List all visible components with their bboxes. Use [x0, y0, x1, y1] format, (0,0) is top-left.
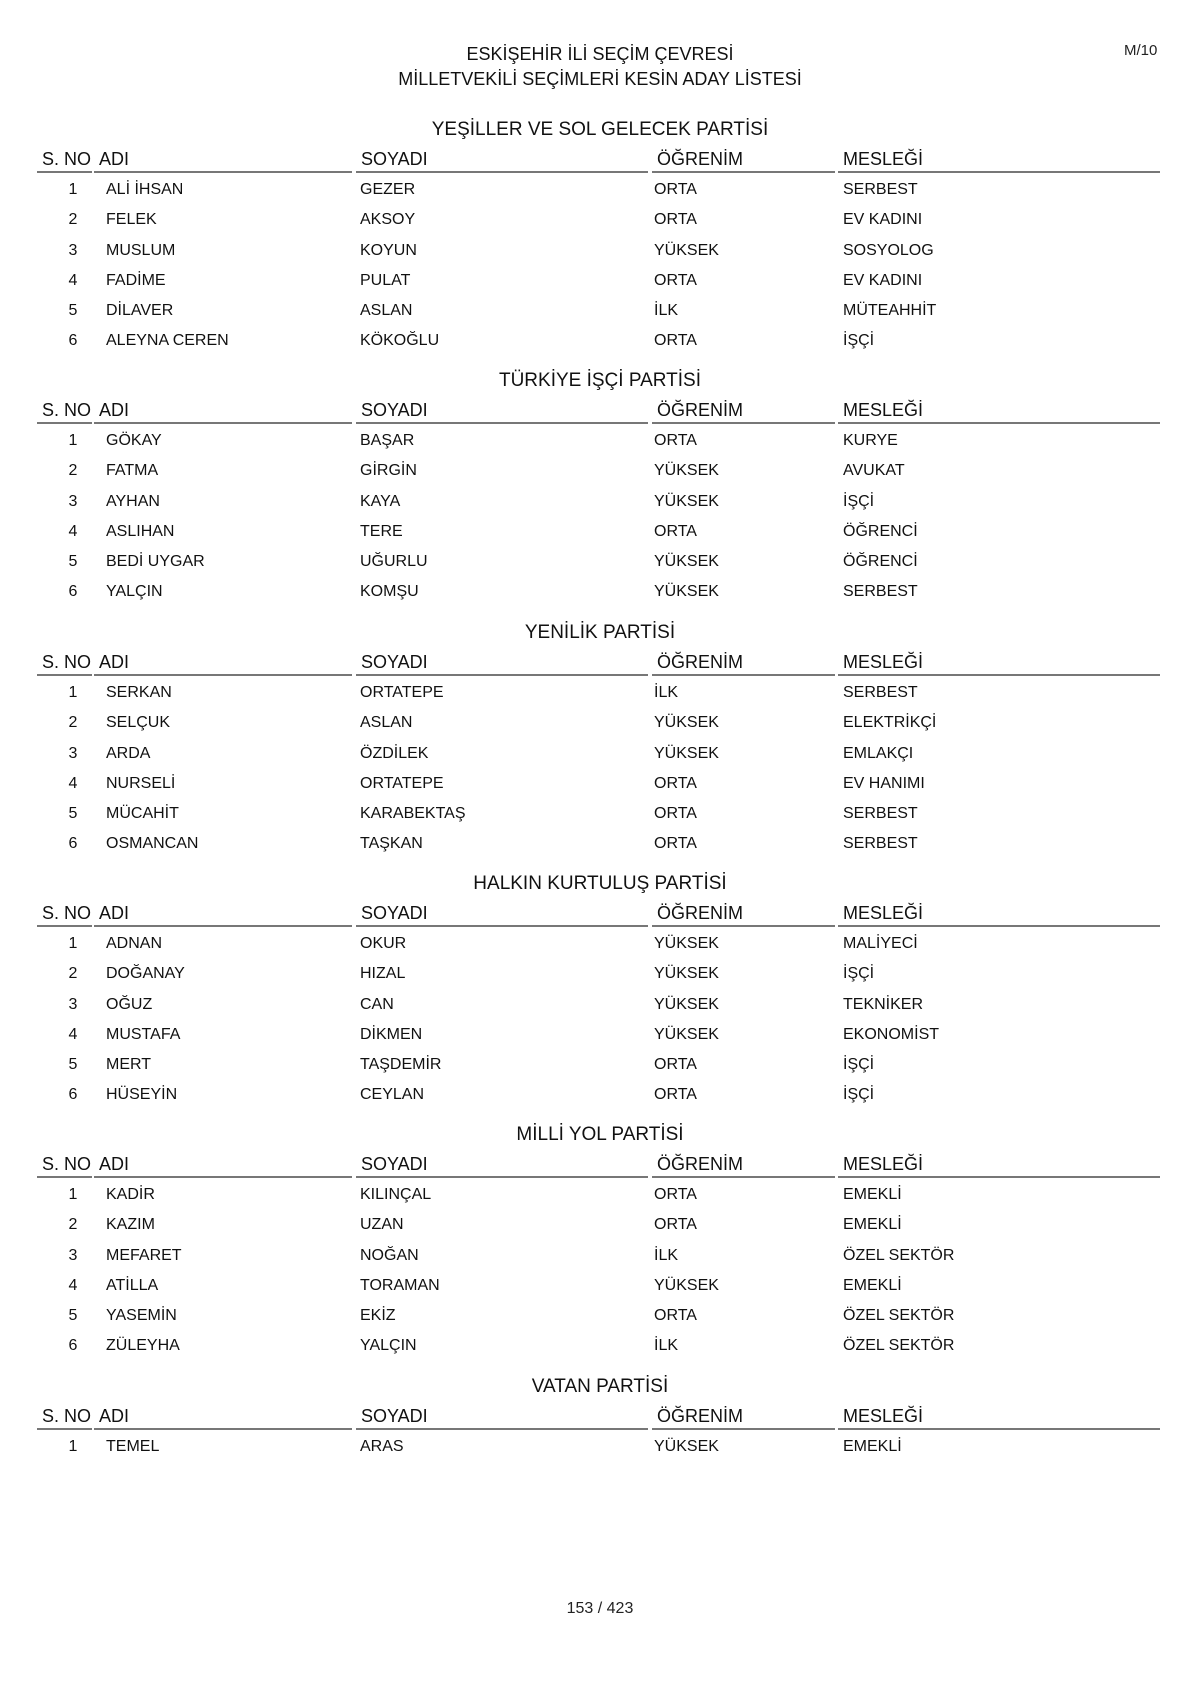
cell-ogrenim: YÜKSEK	[654, 965, 719, 983]
cell-no: 3	[68, 1246, 78, 1264]
cell-no: 2	[68, 462, 78, 480]
cell-no: 1	[68, 432, 78, 449]
cell-adi: FELEK	[106, 211, 157, 229]
cell-meslegi: EMEKLİ	[843, 1186, 902, 1203]
cell-adi: MEFARET	[106, 1246, 182, 1264]
table-row	[0, 547, 1200, 577]
cell-meslegi: EV HANIMI	[843, 774, 925, 792]
column-header-ogrenim	[652, 147, 835, 173]
party-title: YEŞİLLER VE SOL GELECEK PARTİSİ	[431, 119, 769, 140]
cell-adi: YALÇIN	[106, 583, 163, 601]
cell-no: 4	[68, 522, 78, 540]
cell-ogrenim: YÜKSEK	[654, 995, 719, 1013]
cell-meslegi: EV KADINI	[843, 211, 923, 229]
cell-no: 6	[68, 835, 78, 853]
cell-no: 4	[68, 774, 78, 792]
cell-adi: ALEYNA CEREN	[106, 332, 229, 350]
column-header-meslegi	[838, 650, 1160, 676]
cell-ogrenim: YÜKSEK	[654, 241, 719, 259]
cell-ogrenim: ORTA	[654, 805, 697, 823]
table-row	[0, 517, 1200, 547]
document-title-line1: ESKİŞEHİR İLİ SEÇİM ÇEVRESİ	[466, 44, 734, 64]
cell-meslegi: MALİYECİ	[843, 935, 918, 952]
cell-adi: SERKAN	[106, 684, 172, 701]
document-title-line2: MİLLETVEKİLİ SEÇİMLERİ KESİN ADAY LİSTESİ	[398, 69, 802, 89]
cell-soyadi: PULAT	[360, 271, 411, 289]
cell-no: 2	[68, 714, 78, 732]
cell-soyadi: GEZER	[360, 181, 416, 198]
cell-no: 5	[68, 1056, 78, 1074]
table-header	[0, 396, 1200, 426]
column-header-ogrenim	[652, 901, 835, 927]
column-header-ogrenim-label: ÖĞRENİM	[657, 1406, 744, 1426]
cell-soyadi: GİRGİN	[360, 462, 417, 480]
cell-no: 3	[68, 744, 78, 762]
cell-meslegi: EKONOMİST	[843, 1025, 940, 1043]
cell-soyadi: UZAN	[360, 1216, 404, 1234]
column-header-adi	[94, 1404, 352, 1430]
cell-no: 2	[68, 211, 78, 229]
table-row	[0, 1050, 1200, 1080]
column-header-no-label: S. NO	[42, 652, 92, 672]
cell-soyadi: TAŞDEMİR	[360, 1056, 442, 1074]
cell-ogrenim: YÜKSEK	[654, 553, 719, 571]
table-row	[0, 990, 1200, 1020]
party-title: HALKIN KURTULUŞ PARTİSİ	[473, 873, 727, 894]
cell-meslegi: EMEKLİ	[843, 1276, 902, 1294]
cell-ogrenim: ORTA	[654, 181, 697, 198]
cell-meslegi: EMLAKÇI	[843, 744, 914, 762]
cell-soyadi: TAŞKAN	[360, 835, 423, 853]
column-header-ogrenim-label: ÖĞRENİM	[657, 400, 744, 420]
column-header-soyadi-label: SOYADI	[361, 1154, 428, 1174]
cell-ogrenim: ORTA	[654, 774, 697, 792]
party-section	[0, 869, 1200, 1111]
table-row	[0, 1210, 1200, 1240]
column-header-ogrenim	[652, 1152, 835, 1178]
cell-no: 4	[68, 271, 78, 289]
cell-no: 2	[68, 1216, 78, 1234]
cell-soyadi: EKİZ	[360, 1307, 396, 1325]
cell-adi: DOĞANAY	[106, 965, 185, 983]
column-header-adi	[94, 901, 352, 927]
cell-ogrenim: İLK	[654, 684, 679, 701]
cell-adi: FATMA	[106, 462, 159, 480]
column-header-no	[37, 1152, 92, 1178]
column-header-adi-label: ADI	[99, 1154, 130, 1174]
cell-soyadi: CEYLAN	[360, 1086, 425, 1104]
cell-adi: FADİME	[106, 271, 166, 289]
cell-no: 4	[68, 1025, 78, 1043]
cell-soyadi: KÖKOĞLU	[360, 332, 440, 350]
cell-adi: ZÜLEYHA	[106, 1337, 180, 1355]
cell-no: 1	[68, 1438, 78, 1455]
cell-soyadi: YALÇIN	[360, 1337, 417, 1355]
party-title: MİLLİ YOL PARTİSİ	[516, 1124, 684, 1145]
cell-soyadi: KAYA	[360, 492, 401, 510]
column-header-adi-label: ADI	[99, 400, 130, 420]
column-header-no-label: S. NO	[42, 400, 92, 420]
cell-no: 3	[68, 995, 78, 1013]
table-row	[0, 577, 1200, 607]
column-header-no	[37, 1404, 92, 1430]
cell-soyadi: KILINÇAL	[360, 1186, 432, 1203]
cell-no: 6	[68, 1337, 78, 1355]
cell-adi: AYHAN	[106, 492, 160, 510]
cell-meslegi: İŞÇİ	[843, 1056, 875, 1074]
cell-adi: ALİ İHSAN	[106, 181, 184, 198]
cell-meslegi: EV KADINI	[843, 271, 923, 289]
table-row	[0, 1020, 1200, 1050]
cell-soyadi: OKUR	[360, 935, 407, 952]
cell-meslegi: SERBEST	[843, 583, 918, 601]
party-section	[0, 618, 1200, 860]
cell-meslegi: TEKNİKER	[843, 995, 924, 1013]
column-header-meslegi-label: MESLEĞİ	[843, 903, 924, 923]
column-header-meslegi	[838, 147, 1160, 173]
cell-soyadi: HIZAL	[360, 965, 406, 983]
column-header-soyadi-label: SOYADI	[361, 652, 428, 672]
cell-ogrenim: ORTA	[654, 1186, 697, 1203]
cell-meslegi: İŞÇİ	[843, 492, 875, 510]
column-header-ogrenim	[652, 650, 835, 676]
cell-soyadi: ÖZDİLEK	[360, 744, 429, 762]
table-row	[0, 296, 1200, 326]
cell-adi: OSMANCAN	[106, 835, 199, 853]
table-row	[0, 236, 1200, 266]
cell-adi: MUSLUM	[106, 241, 176, 259]
table-header	[0, 145, 1200, 175]
column-header-soyadi-label: SOYADI	[361, 400, 428, 420]
column-header-meslegi	[838, 1152, 1160, 1178]
table-row	[0, 1241, 1200, 1271]
cell-adi: KAZIM	[106, 1216, 155, 1234]
cell-meslegi: SERBEST	[843, 181, 918, 198]
cell-adi: BEDİ UYGAR	[106, 553, 205, 571]
column-header-meslegi-label: MESLEĞİ	[843, 400, 924, 420]
cell-meslegi: EMEKLİ	[843, 1438, 902, 1455]
column-header-adi-label: ADI	[99, 1406, 130, 1426]
cell-no: 5	[68, 805, 78, 823]
column-header-no	[37, 901, 92, 927]
column-header-ogrenim	[652, 1404, 835, 1430]
cell-adi: DİLAVER	[106, 302, 174, 320]
cell-soyadi: NOĞAN	[360, 1246, 419, 1264]
cell-ogrenim: İLK	[654, 1337, 679, 1355]
cell-ogrenim: ORTA	[654, 835, 697, 853]
cell-no: 6	[68, 332, 78, 350]
cell-no: 1	[68, 684, 78, 701]
table-row	[0, 678, 1200, 708]
party-title: YENİLİK PARTİSİ	[524, 622, 676, 643]
column-header-adi	[94, 147, 352, 173]
column-header-ogrenim	[652, 398, 835, 424]
cell-ogrenim: ORTA	[654, 1056, 697, 1074]
cell-no: 3	[68, 492, 78, 510]
table-row	[0, 1080, 1200, 1110]
column-header-soyadi	[356, 398, 648, 424]
cell-soyadi: ARAS	[360, 1438, 404, 1455]
table-header	[0, 1150, 1200, 1180]
column-header-soyadi-label: SOYADI	[361, 149, 428, 169]
column-header-no	[37, 650, 92, 676]
cell-soyadi: DİKMEN	[360, 1025, 423, 1043]
column-header-adi	[94, 1152, 352, 1178]
table-row	[0, 959, 1200, 989]
cell-adi: ARDA	[106, 744, 151, 762]
cell-no: 6	[68, 583, 78, 601]
cell-soyadi: KARABEKTAŞ	[360, 805, 466, 823]
cell-ogrenim: YÜKSEK	[654, 1276, 719, 1294]
column-header-meslegi	[838, 1404, 1160, 1430]
cell-ogrenim: YÜKSEK	[654, 1438, 719, 1455]
column-header-soyadi	[356, 147, 648, 173]
document-title	[0, 42, 1200, 92]
column-header-soyadi-label: SOYADI	[361, 903, 428, 923]
cell-adi: TEMEL	[106, 1438, 160, 1455]
table-row	[0, 266, 1200, 296]
cell-no: 4	[68, 1276, 78, 1294]
cell-no: 1	[68, 935, 78, 952]
cell-ogrenim: ORTA	[654, 522, 697, 540]
column-header-ogrenim-label: ÖĞRENİM	[657, 149, 744, 169]
column-header-no-label: S. NO	[42, 149, 92, 169]
cell-no: 6	[68, 1086, 78, 1104]
cell-meslegi: ÖĞRENCİ	[843, 522, 918, 540]
cell-adi: NURSELİ	[106, 774, 176, 792]
cell-meslegi: SERBEST	[843, 805, 918, 823]
column-header-soyadi-label: SOYADI	[361, 1406, 428, 1426]
cell-soyadi: ASLAN	[360, 302, 413, 320]
column-header-adi-label: ADI	[99, 903, 130, 923]
table-row	[0, 326, 1200, 356]
table-row	[0, 1331, 1200, 1361]
cell-adi: ATİLLA	[106, 1276, 159, 1294]
cell-meslegi: İŞÇİ	[843, 965, 875, 983]
table-row	[0, 708, 1200, 738]
cell-ogrenim: ORTA	[654, 271, 697, 289]
column-header-ogrenim-label: ÖĞRENİM	[657, 903, 744, 923]
cell-meslegi: İŞÇİ	[843, 332, 875, 350]
party-section	[0, 366, 1200, 608]
table-row	[0, 1180, 1200, 1210]
table-row	[0, 426, 1200, 456]
party-section	[0, 115, 1200, 357]
column-header-meslegi-label: MESLEĞİ	[843, 1406, 924, 1426]
column-header-adi-label: ADI	[99, 652, 130, 672]
cell-no: 1	[68, 1186, 78, 1203]
cell-ogrenim: YÜKSEK	[654, 714, 719, 732]
cell-adi: OĞUZ	[106, 995, 153, 1013]
cell-meslegi: SOSYOLOG	[843, 241, 934, 259]
cell-ogrenim: ORTA	[654, 432, 697, 449]
cell-ogrenim: ORTA	[654, 1216, 697, 1234]
column-header-soyadi	[356, 1404, 648, 1430]
column-header-meslegi	[838, 901, 1160, 927]
cell-adi: ASLIHAN	[106, 522, 175, 540]
cell-meslegi: ÖZEL SEKTÖR	[843, 1307, 955, 1325]
table-row	[0, 1271, 1200, 1301]
cell-ogrenim: YÜKSEK	[654, 583, 719, 601]
cell-adi: KADİR	[106, 1186, 155, 1203]
cell-soyadi: UĞURLU	[360, 553, 428, 571]
cell-soyadi: AKSOY	[360, 211, 416, 229]
table-row	[0, 456, 1200, 486]
column-header-meslegi	[838, 398, 1160, 424]
cell-ogrenim: ORTA	[654, 1307, 697, 1325]
column-header-ogrenim-label: ÖĞRENİM	[657, 652, 744, 672]
table-row	[0, 769, 1200, 799]
cell-no: 5	[68, 302, 78, 320]
party-title: VATAN PARTİSİ	[531, 1376, 669, 1397]
column-header-no-label: S. NO	[42, 1406, 92, 1426]
party-title: TÜRKİYE İŞÇİ PARTİSİ	[498, 370, 701, 391]
cell-no: 5	[68, 1307, 78, 1325]
column-header-no-label: S. NO	[42, 1154, 92, 1174]
column-header-meslegi-label: MESLEĞİ	[843, 1154, 924, 1174]
table-row	[0, 1432, 1200, 1462]
cell-soyadi: KOMŞU	[360, 583, 419, 601]
cell-no: 3	[68, 241, 78, 259]
column-header-meslegi-label: MESLEĞİ	[843, 149, 924, 169]
table-row	[0, 205, 1200, 235]
cell-ogrenim: YÜKSEK	[654, 744, 719, 762]
table-header	[0, 1402, 1200, 1432]
cell-soyadi: TORAMAN	[360, 1276, 440, 1294]
party-section	[0, 1120, 1200, 1362]
table-header	[0, 648, 1200, 678]
cell-meslegi: MÜTEAHHİT	[843, 302, 937, 320]
column-header-ogrenim-label: ÖĞRENİM	[657, 1154, 744, 1174]
cell-adi: GÖKAY	[106, 432, 162, 449]
cell-ogrenim: YÜKSEK	[654, 935, 719, 952]
cell-ogrenim: YÜKSEK	[654, 492, 719, 510]
cell-ogrenim: ORTA	[654, 211, 697, 229]
cell-ogrenim: İLK	[654, 1246, 679, 1264]
cell-meslegi: AVUKAT	[843, 462, 905, 480]
cell-ogrenim: ORTA	[654, 1086, 697, 1104]
page-footer-number: 153 / 423	[566, 1600, 634, 1617]
page-code: M/10	[1124, 42, 1158, 59]
cell-meslegi: ÖZEL SEKTÖR	[843, 1246, 955, 1264]
column-header-adi	[94, 398, 352, 424]
cell-soyadi: ASLAN	[360, 714, 413, 732]
table-row	[0, 739, 1200, 769]
column-header-soyadi	[356, 650, 648, 676]
cell-soyadi: BAŞAR	[360, 432, 415, 449]
cell-meslegi: SERBEST	[843, 684, 918, 701]
column-header-soyadi	[356, 1152, 648, 1178]
cell-ogrenim: ORTA	[654, 332, 697, 350]
cell-soyadi: KOYUN	[360, 241, 417, 259]
party-section	[0, 1372, 1200, 1462]
cell-meslegi: ELEKTRİKÇİ	[843, 714, 937, 732]
column-header-no	[37, 398, 92, 424]
column-header-adi-label: ADI	[99, 149, 130, 169]
column-header-no	[37, 147, 92, 173]
cell-soyadi: TERE	[360, 522, 403, 540]
cell-no: 2	[68, 965, 78, 983]
cell-ogrenim: İLK	[654, 302, 679, 320]
column-header-no-label: S. NO	[42, 903, 92, 923]
cell-soyadi: CAN	[360, 995, 394, 1013]
cell-meslegi: KURYE	[843, 432, 898, 449]
cell-no: 5	[68, 553, 78, 571]
cell-soyadi: ORTATEPE	[360, 684, 444, 701]
cell-adi: MÜCAHİT	[106, 805, 179, 823]
cell-ogrenim: YÜKSEK	[654, 1025, 719, 1043]
table-row	[0, 929, 1200, 959]
column-header-adi	[94, 650, 352, 676]
cell-soyadi: ORTATEPE	[360, 774, 444, 792]
cell-meslegi: ÖĞRENCİ	[843, 553, 918, 571]
table-row	[0, 487, 1200, 517]
table-row	[0, 829, 1200, 859]
cell-adi: SELÇUK	[106, 714, 171, 732]
cell-meslegi: ÖZEL SEKTÖR	[843, 1337, 955, 1355]
table-row	[0, 799, 1200, 829]
table-row	[0, 1301, 1200, 1331]
table-header	[0, 899, 1200, 929]
cell-adi: HÜSEYİN	[106, 1086, 178, 1104]
cell-adi: MERT	[106, 1056, 152, 1074]
table-row	[0, 175, 1200, 205]
cell-adi: ADNAN	[106, 935, 163, 952]
cell-no: 1	[68, 181, 78, 198]
cell-adi: YASEMİN	[106, 1307, 177, 1325]
column-header-soyadi	[356, 901, 648, 927]
cell-adi: MUSTAFA	[106, 1025, 181, 1043]
cell-meslegi: SERBEST	[843, 835, 918, 853]
cell-meslegi: EMEKLİ	[843, 1216, 902, 1234]
cell-ogrenim: YÜKSEK	[654, 462, 719, 480]
column-header-meslegi-label: MESLEĞİ	[843, 652, 924, 672]
cell-meslegi: İŞÇİ	[843, 1086, 875, 1104]
